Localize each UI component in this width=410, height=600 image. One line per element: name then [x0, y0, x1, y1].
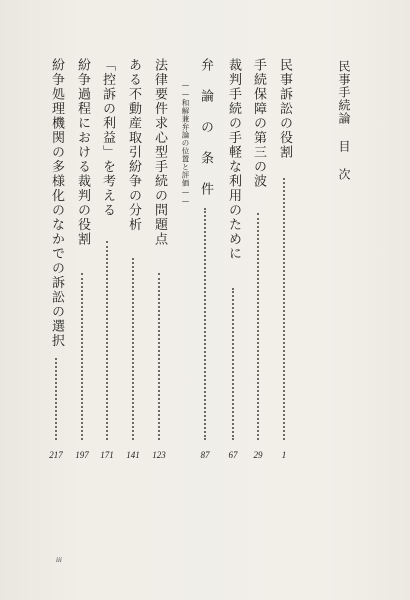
leader-dots: [204, 208, 208, 440]
leader-dots: [106, 241, 110, 440]
toc-entry-title: 法律要件求心型手続の問題点: [152, 58, 167, 247]
toc-entry-page: 87: [200, 450, 210, 460]
toc-entry-subtitle: ——和解兼弁論の位置と評価——: [181, 80, 190, 206]
toc-entry: [125, 58, 141, 458]
toc-entry: [74, 58, 90, 458]
leader-dots: [81, 273, 85, 440]
leader-dots: [232, 288, 236, 440]
toc-entry: [197, 58, 213, 458]
leader-dots: [132, 258, 136, 440]
toc-entry: [250, 58, 266, 458]
toc-entry-title: 手続保障の第三の波: [251, 58, 266, 189]
toc-entry-page: 29: [253, 450, 263, 460]
toc-entry-page: 141: [126, 450, 140, 460]
toc-entry-page: 1: [281, 450, 287, 460]
toc-entry: [225, 58, 241, 458]
toc-entry-page: 123: [152, 450, 166, 460]
leader-dots: [283, 178, 287, 440]
toc-entry-page: 197: [75, 450, 89, 460]
toc-entry-page: 171: [100, 450, 114, 460]
toc-entry-title: 弁 論 の 条 件: [198, 58, 213, 197]
leader-dots: [257, 213, 261, 440]
toc-entry-page: 67: [228, 450, 238, 460]
toc-entry-title: 裁判手続の手軽な利用のために: [226, 58, 241, 261]
toc-entry: [151, 58, 167, 458]
toc-entry-title: 紛争過程における裁判の役割: [75, 58, 90, 247]
toc-entry-title: 民事訴訟の役割: [277, 58, 292, 160]
toc-heading: 民事手続論 目 次: [337, 60, 351, 181]
toc-entry-page: 217: [49, 450, 63, 460]
leader-dots: [158, 273, 162, 440]
toc-entry: [276, 58, 292, 458]
page-folio: iii: [56, 556, 62, 564]
toc-entry: [99, 58, 115, 458]
toc-entry-title: ある不動産取引紛争の分析: [126, 58, 141, 232]
toc-entry: [48, 58, 64, 458]
toc-entry-title: 紛争処理機関の多様化のなかでの訴訟の選択: [49, 58, 64, 348]
leader-dots: [55, 358, 59, 440]
toc-entry-title: 「控訴の利益」を考える: [100, 58, 115, 218]
